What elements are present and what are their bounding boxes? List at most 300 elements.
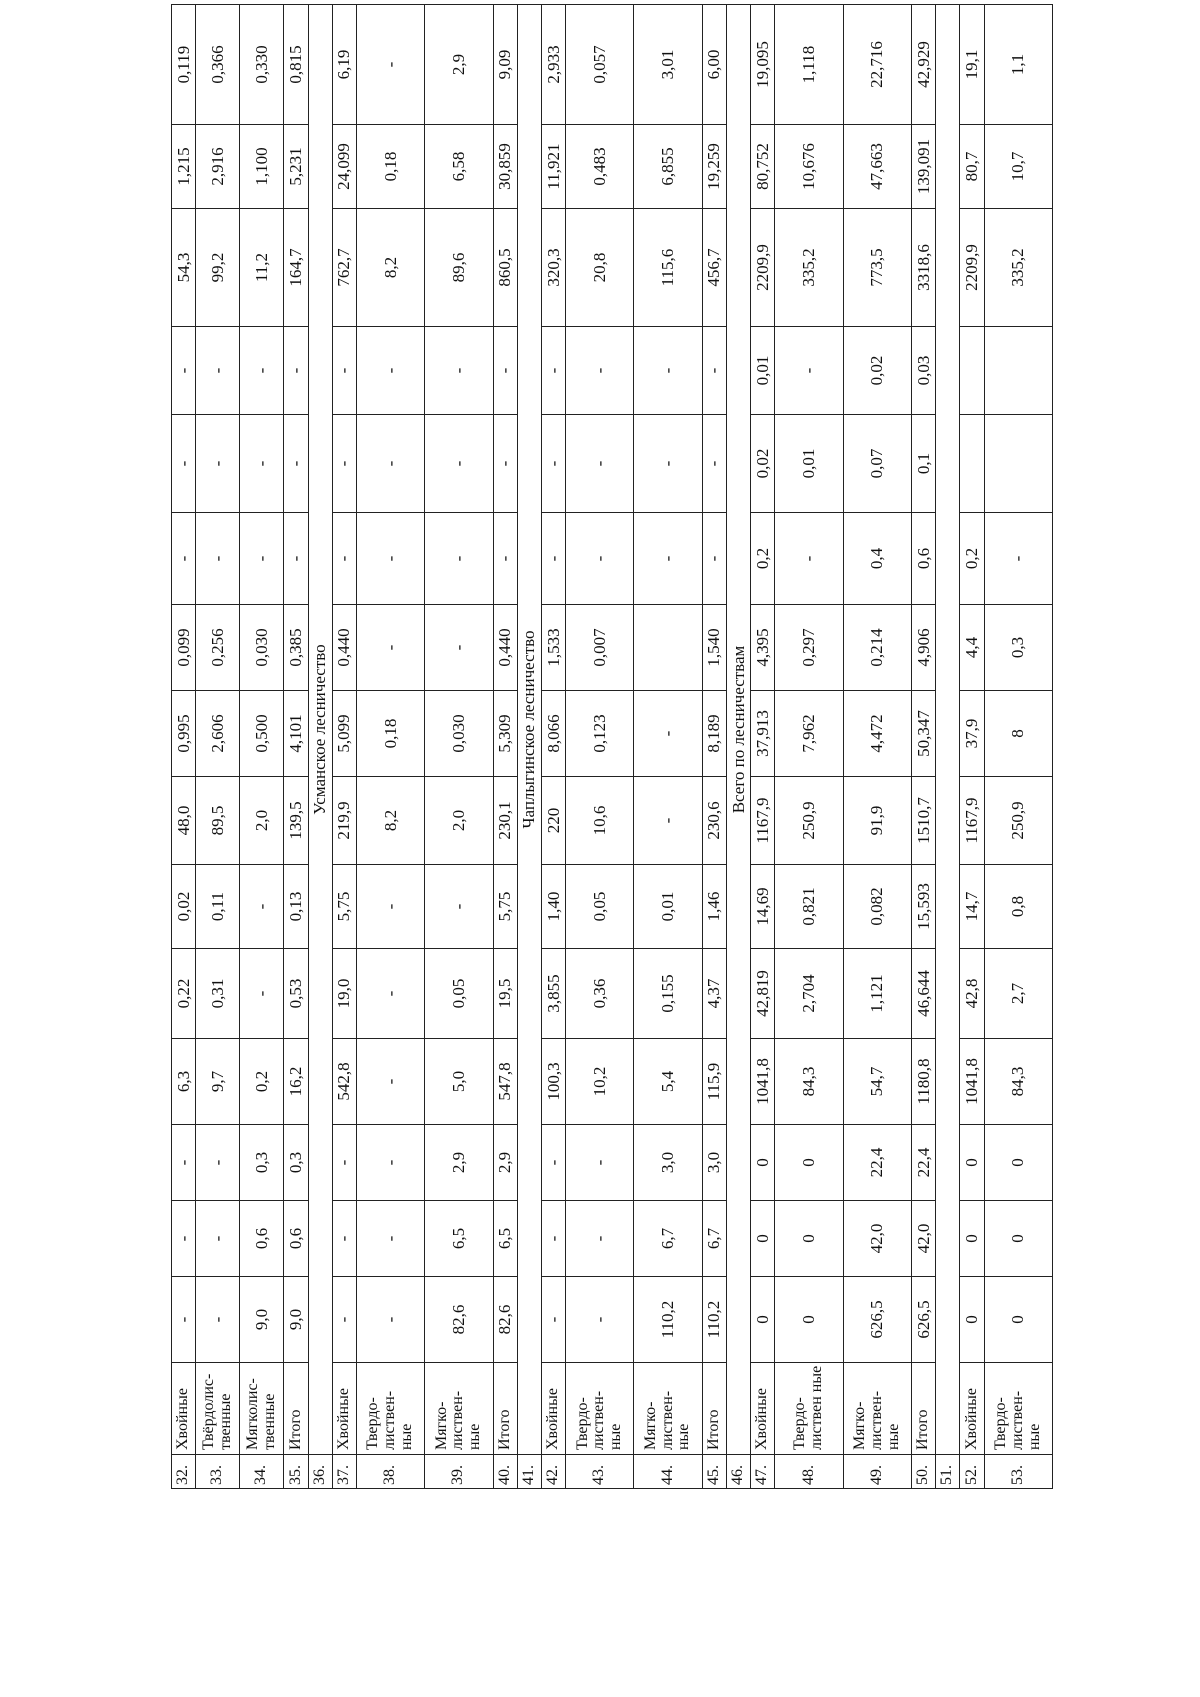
value-cell: 0,385 xyxy=(284,605,308,691)
species-group-cell: Хвойные xyxy=(751,1363,775,1455)
species-group-cell: Твердо-листвен-ные xyxy=(356,1363,424,1455)
value-cell: 0,007 xyxy=(566,605,634,691)
value-cell: 1,121 xyxy=(843,949,911,1039)
value-cell: 0,123 xyxy=(566,691,634,777)
value-cell: 10,6 xyxy=(566,777,634,865)
value-cell: 0 xyxy=(960,1277,984,1363)
value-cell: 16,2 xyxy=(284,1039,308,1125)
value-cell: - xyxy=(634,415,702,513)
value-cell: 54,3 xyxy=(172,209,196,327)
value-cell: - xyxy=(541,1125,565,1201)
section-title: Всего по лесничествам xyxy=(726,5,750,1455)
value-cell: 0,02 xyxy=(751,415,775,513)
value-cell: - xyxy=(284,327,308,415)
value-cell: 456,7 xyxy=(702,209,726,327)
value-cell: 0 xyxy=(751,1125,775,1201)
table-row xyxy=(634,5,702,1489)
species-group-cell: Итого xyxy=(284,1363,308,1455)
value-cell: - xyxy=(240,949,284,1039)
value-cell: - xyxy=(196,1201,240,1277)
value-cell: 115,9 xyxy=(702,1039,726,1125)
value-cell: 0,05 xyxy=(425,949,493,1039)
value-cell: - xyxy=(356,1039,424,1125)
value-cell: 19,5 xyxy=(493,949,517,1039)
value-cell: - xyxy=(425,327,493,415)
value-cell: - xyxy=(196,415,240,513)
value-cell: 10,2 xyxy=(566,1039,634,1125)
row-number: 41. xyxy=(517,1455,541,1489)
value-cell: 84,3 xyxy=(775,1039,843,1125)
species-group-cell: Итого xyxy=(911,1363,935,1455)
value-cell: 2209,9 xyxy=(751,209,775,327)
value-cell: - xyxy=(425,605,493,691)
value-cell: 9,0 xyxy=(240,1277,284,1363)
value-cell xyxy=(984,327,1052,415)
value-cell: 0,4 xyxy=(843,513,911,605)
value-cell: 14,7 xyxy=(960,865,984,949)
value-cell: 250,9 xyxy=(984,777,1052,865)
table-row xyxy=(775,5,843,1489)
row-number: 34. xyxy=(240,1455,284,1489)
value-cell: - xyxy=(634,327,702,415)
value-cell: 1510,7 xyxy=(911,777,935,865)
value-cell: 2,704 xyxy=(775,949,843,1039)
value-cell: 2,9 xyxy=(425,1125,493,1201)
value-cell: 0 xyxy=(751,1201,775,1277)
value-cell: 5,099 xyxy=(332,691,356,777)
value-cell: - xyxy=(172,513,196,605)
value-cell: 0,22 xyxy=(172,949,196,1039)
value-cell: 0,030 xyxy=(240,605,284,691)
value-cell: - xyxy=(240,415,284,513)
blank-row xyxy=(936,5,960,1489)
species-group-cell: Хвойные xyxy=(960,1363,984,1455)
value-cell: 250,9 xyxy=(775,777,843,865)
value-cell: 0,366 xyxy=(196,5,240,125)
value-cell: 10,7 xyxy=(984,125,1052,209)
value-cell: 6,7 xyxy=(702,1201,726,1277)
value-cell: 0,13 xyxy=(284,865,308,949)
value-cell: 0,297 xyxy=(775,605,843,691)
value-cell: - xyxy=(566,1277,634,1363)
value-cell: 0,500 xyxy=(240,691,284,777)
value-cell: 1041,8 xyxy=(960,1039,984,1125)
value-cell: - xyxy=(196,513,240,605)
row-number: 38. xyxy=(356,1455,424,1489)
value-cell: 542,8 xyxy=(332,1039,356,1125)
value-cell: 2,916 xyxy=(196,125,240,209)
value-cell: 626,5 xyxy=(911,1277,935,1363)
value-cell: 2,0 xyxy=(425,777,493,865)
value-cell: - xyxy=(493,327,517,415)
table-row xyxy=(356,5,424,1489)
value-cell xyxy=(960,415,984,513)
value-cell: 82,6 xyxy=(425,1277,493,1363)
value-cell: 0 xyxy=(751,1277,775,1363)
value-cell: 1,40 xyxy=(541,865,565,949)
value-cell: 335,2 xyxy=(775,209,843,327)
value-cell: 8,066 xyxy=(541,691,565,777)
value-cell: 4,4 xyxy=(960,605,984,691)
value-cell: - xyxy=(566,1201,634,1277)
value-cell: 164,7 xyxy=(284,209,308,327)
row-number: 51. xyxy=(936,1455,960,1489)
value-cell: 110,2 xyxy=(702,1277,726,1363)
row-number: 32. xyxy=(172,1455,196,1489)
value-cell: 0,995 xyxy=(172,691,196,777)
value-cell: 773,5 xyxy=(843,209,911,327)
species-group-cell: Мягко-листвен-ные xyxy=(634,1363,702,1455)
value-cell xyxy=(960,327,984,415)
value-cell: - xyxy=(425,865,493,949)
value-cell: - xyxy=(702,415,726,513)
value-cell: 20,8 xyxy=(566,209,634,327)
value-cell: 0,483 xyxy=(566,125,634,209)
section-row xyxy=(726,5,750,1489)
value-cell: 0,440 xyxy=(493,605,517,691)
value-cell: 1,215 xyxy=(172,125,196,209)
value-cell: - xyxy=(332,513,356,605)
value-cell: 626,5 xyxy=(843,1277,911,1363)
species-group-cell: Твердо-листвен-ные xyxy=(566,1363,634,1455)
value-cell: 42,0 xyxy=(843,1201,911,1277)
value-cell: - xyxy=(541,415,565,513)
value-cell: 0,815 xyxy=(284,5,308,125)
value-cell: - xyxy=(541,327,565,415)
value-cell: 335,2 xyxy=(984,209,1052,327)
table-row xyxy=(751,5,775,1489)
value-cell: 2209,9 xyxy=(960,209,984,327)
value-cell: - xyxy=(196,1277,240,1363)
value-cell: 219,9 xyxy=(332,777,356,865)
value-cell: 99,2 xyxy=(196,209,240,327)
value-cell: 11,2 xyxy=(240,209,284,327)
value-cell: 19,259 xyxy=(702,125,726,209)
value-cell: - xyxy=(356,949,424,1039)
value-cell: 139,091 xyxy=(911,125,935,209)
value-cell: 0,53 xyxy=(284,949,308,1039)
table-row xyxy=(332,5,356,1489)
value-cell: 4,472 xyxy=(843,691,911,777)
species-group-cell: Итого xyxy=(493,1363,517,1455)
value-cell: 3,0 xyxy=(634,1125,702,1201)
species-group-cell: Твердо-листвен ные xyxy=(775,1363,843,1455)
value-cell: 9,09 xyxy=(493,5,517,125)
species-group-cell: Итого xyxy=(702,1363,726,1455)
value-cell: 0,330 xyxy=(240,5,284,125)
value-cell: 0,18 xyxy=(356,125,424,209)
value-cell: - xyxy=(356,1125,424,1201)
value-cell: 80,7 xyxy=(960,125,984,209)
value-cell: 0,02 xyxy=(843,327,911,415)
value-cell: - xyxy=(240,513,284,605)
value-cell: - xyxy=(634,777,702,865)
value-cell: - xyxy=(775,513,843,605)
value-cell: 6,5 xyxy=(425,1201,493,1277)
value-cell: - xyxy=(425,415,493,513)
value-cell: - xyxy=(172,1201,196,1277)
value-cell: 0,03 xyxy=(911,327,935,415)
table-row xyxy=(196,5,240,1489)
value-cell: 82,6 xyxy=(493,1277,517,1363)
value-cell: 0,01 xyxy=(751,327,775,415)
value-cell: 0,3 xyxy=(284,1125,308,1201)
value-cell: - xyxy=(775,327,843,415)
value-cell: 5,0 xyxy=(425,1039,493,1125)
row-number: 53. xyxy=(984,1455,1052,1489)
value-cell: 1167,9 xyxy=(960,777,984,865)
value-cell: 230,6 xyxy=(702,777,726,865)
value-cell: 1180,8 xyxy=(911,1039,935,1125)
value-cell: 8,2 xyxy=(356,209,424,327)
value-cell: 6,00 xyxy=(702,5,726,125)
value-cell: 50,347 xyxy=(911,691,935,777)
value-cell: 3,855 xyxy=(541,949,565,1039)
value-cell: 6,19 xyxy=(332,5,356,125)
value-cell: - xyxy=(566,327,634,415)
value-cell: 0,440 xyxy=(332,605,356,691)
value-cell: - xyxy=(634,513,702,605)
value-cell: 3,01 xyxy=(634,5,702,125)
value-cell: 91,9 xyxy=(843,777,911,865)
value-cell: - xyxy=(196,1125,240,1201)
value-cell: 1,100 xyxy=(240,125,284,209)
value-cell: 0,3 xyxy=(984,605,1052,691)
value-cell: 22,4 xyxy=(843,1125,911,1201)
value-cell: - xyxy=(284,513,308,605)
value-cell: - xyxy=(332,415,356,513)
table-row xyxy=(566,5,634,1489)
value-cell: 80,752 xyxy=(751,125,775,209)
value-cell: 320,3 xyxy=(541,209,565,327)
value-cell: 15,593 xyxy=(911,865,935,949)
value-cell: 220 xyxy=(541,777,565,865)
value-cell: - xyxy=(356,605,424,691)
table-row xyxy=(960,5,984,1489)
value-cell: 0,18 xyxy=(356,691,424,777)
value-cell: 0,31 xyxy=(196,949,240,1039)
species-group-cell: Твёрдолис-твенные xyxy=(196,1363,240,1455)
section-title: Усманское лесничество xyxy=(308,5,332,1455)
value-cell: 0,1 xyxy=(911,415,935,513)
value-cell: - xyxy=(566,1125,634,1201)
value-cell: 1041,8 xyxy=(751,1039,775,1125)
value-cell: - xyxy=(541,513,565,605)
value-cell: - xyxy=(425,513,493,605)
value-cell: - xyxy=(284,415,308,513)
value-cell: 762,7 xyxy=(332,209,356,327)
value-cell: 54,7 xyxy=(843,1039,911,1125)
value-cell: 0 xyxy=(984,1201,1052,1277)
value-cell: 8,189 xyxy=(702,691,726,777)
value-cell: 139,5 xyxy=(284,777,308,865)
value-cell: 4,101 xyxy=(284,691,308,777)
section-title: Чаплыгинское лесничество xyxy=(517,5,541,1455)
value-cell: 230,1 xyxy=(493,777,517,865)
value-cell: - xyxy=(356,415,424,513)
value-cell: 42,819 xyxy=(751,949,775,1039)
value-cell: 1,118 xyxy=(775,5,843,125)
value-cell: 0,3 xyxy=(240,1125,284,1201)
section-row xyxy=(517,5,541,1489)
value-cell: - xyxy=(356,1277,424,1363)
value-cell: 0,214 xyxy=(843,605,911,691)
value-cell: 11,921 xyxy=(541,125,565,209)
value-cell: - xyxy=(332,1125,356,1201)
value-cell: - xyxy=(172,1277,196,1363)
value-cell: - xyxy=(356,865,424,949)
value-cell: 0,2 xyxy=(960,513,984,605)
value-cell: 48,0 xyxy=(172,777,196,865)
row-number: 43. xyxy=(566,1455,634,1489)
value-cell: 2,9 xyxy=(425,5,493,125)
table-row xyxy=(493,5,517,1489)
value-cell: - xyxy=(566,415,634,513)
row-number: 52. xyxy=(960,1455,984,1489)
value-cell: - xyxy=(172,1125,196,1201)
value-cell: 0 xyxy=(775,1277,843,1363)
value-cell: 0,2 xyxy=(751,513,775,605)
value-cell: 3,0 xyxy=(702,1125,726,1201)
value-cell: 0,6 xyxy=(284,1201,308,1277)
value-cell: 1,533 xyxy=(541,605,565,691)
value-cell: 0,099 xyxy=(172,605,196,691)
table-row xyxy=(843,5,911,1489)
value-cell: 8,2 xyxy=(356,777,424,865)
value-cell: - xyxy=(493,513,517,605)
rotated-table-page xyxy=(171,41,1053,1489)
row-number: 46. xyxy=(726,1455,750,1489)
value-cell: 22,4 xyxy=(911,1125,935,1201)
value-cell: - xyxy=(566,513,634,605)
table-row xyxy=(425,5,493,1489)
value-cell: - xyxy=(541,1277,565,1363)
species-group-cell: Хвойные xyxy=(541,1363,565,1455)
row-number: 33. xyxy=(196,1455,240,1489)
row-number: 40. xyxy=(493,1455,517,1489)
value-cell: 0,01 xyxy=(775,415,843,513)
value-cell: 1,46 xyxy=(702,865,726,949)
value-cell: 42,929 xyxy=(911,5,935,125)
value-cell: 89,6 xyxy=(425,209,493,327)
value-cell: - xyxy=(332,1277,356,1363)
row-number: 35. xyxy=(284,1455,308,1489)
value-cell: 2,933 xyxy=(541,5,565,125)
table-body xyxy=(172,5,1053,1489)
value-cell: 47,663 xyxy=(843,125,911,209)
value-cell: 2,7 xyxy=(984,949,1052,1039)
value-cell: 19,1 xyxy=(960,5,984,125)
value-cell: 37,9 xyxy=(960,691,984,777)
value-cell xyxy=(634,605,702,691)
value-cell: - xyxy=(356,1201,424,1277)
value-cell: 0,155 xyxy=(634,949,702,1039)
row-number: 45. xyxy=(702,1455,726,1489)
value-cell: 2,9 xyxy=(493,1125,517,1201)
section-row xyxy=(308,5,332,1489)
value-cell: 2,0 xyxy=(240,777,284,865)
value-cell: 5,309 xyxy=(493,691,517,777)
value-cell: 46,644 xyxy=(911,949,935,1039)
value-cell: - xyxy=(196,327,240,415)
value-cell: 5,4 xyxy=(634,1039,702,1125)
value-cell: 0,082 xyxy=(843,865,911,949)
value-cell: 100,3 xyxy=(541,1039,565,1125)
value-cell: 860,5 xyxy=(493,209,517,327)
value-cell: - xyxy=(634,691,702,777)
species-group-cell: Мягко-листвен-ные xyxy=(843,1363,911,1455)
row-number: 48. xyxy=(775,1455,843,1489)
value-cell: 115,6 xyxy=(634,209,702,327)
value-cell: 30,859 xyxy=(493,125,517,209)
value-cell: - xyxy=(332,1201,356,1277)
value-cell: 42,0 xyxy=(911,1201,935,1277)
value-cell: 1167,9 xyxy=(751,777,775,865)
value-cell: 19,095 xyxy=(751,5,775,125)
value-cell xyxy=(984,415,1052,513)
value-cell: 0,6 xyxy=(240,1201,284,1277)
value-cell: - xyxy=(541,1201,565,1277)
value-cell: 0,256 xyxy=(196,605,240,691)
value-cell: - xyxy=(240,327,284,415)
value-cell: - xyxy=(240,865,284,949)
value-cell: 9,7 xyxy=(196,1039,240,1125)
value-cell: 0 xyxy=(960,1201,984,1277)
row-number: 49. xyxy=(843,1455,911,1489)
table-row xyxy=(172,5,196,1489)
row-number: 36. xyxy=(308,1455,332,1489)
value-cell: 7,962 xyxy=(775,691,843,777)
value-cell: 0,2 xyxy=(240,1039,284,1125)
value-cell: - xyxy=(172,415,196,513)
table-row xyxy=(911,5,935,1489)
value-cell: 9,0 xyxy=(284,1277,308,1363)
value-cell: 19,0 xyxy=(332,949,356,1039)
value-cell: 6,58 xyxy=(425,125,493,209)
value-cell: 0,02 xyxy=(172,865,196,949)
value-cell: - xyxy=(356,513,424,605)
species-group-cell: Хвойные xyxy=(332,1363,356,1455)
value-cell: 0,057 xyxy=(566,5,634,125)
value-cell: 0,01 xyxy=(634,865,702,949)
value-cell: - xyxy=(172,327,196,415)
value-cell: 22,716 xyxy=(843,5,911,125)
value-cell: 0,36 xyxy=(566,949,634,1039)
value-cell: - xyxy=(493,415,517,513)
row-number: 47. xyxy=(751,1455,775,1489)
value-cell: 1,1 xyxy=(984,5,1052,125)
value-cell: 4,37 xyxy=(702,949,726,1039)
species-group-cell: Мягколис-твенные xyxy=(240,1363,284,1455)
value-cell: 0,05 xyxy=(566,865,634,949)
species-group-cell: Мягко-листвен-ные xyxy=(425,1363,493,1455)
value-cell: 5,75 xyxy=(332,865,356,949)
value-cell: 0 xyxy=(960,1125,984,1201)
value-cell: 0,6 xyxy=(911,513,935,605)
value-cell: 6,855 xyxy=(634,125,702,209)
value-cell: 1,540 xyxy=(702,605,726,691)
value-cell: - xyxy=(356,5,424,125)
value-cell: 0 xyxy=(984,1277,1052,1363)
row-number: 39. xyxy=(425,1455,493,1489)
blank-cell xyxy=(936,5,960,1455)
row-number: 50. xyxy=(911,1455,935,1489)
value-cell: 5,231 xyxy=(284,125,308,209)
row-number: 37. xyxy=(332,1455,356,1489)
value-cell: 0,07 xyxy=(843,415,911,513)
table-row xyxy=(541,5,565,1489)
value-cell: 10,676 xyxy=(775,125,843,209)
